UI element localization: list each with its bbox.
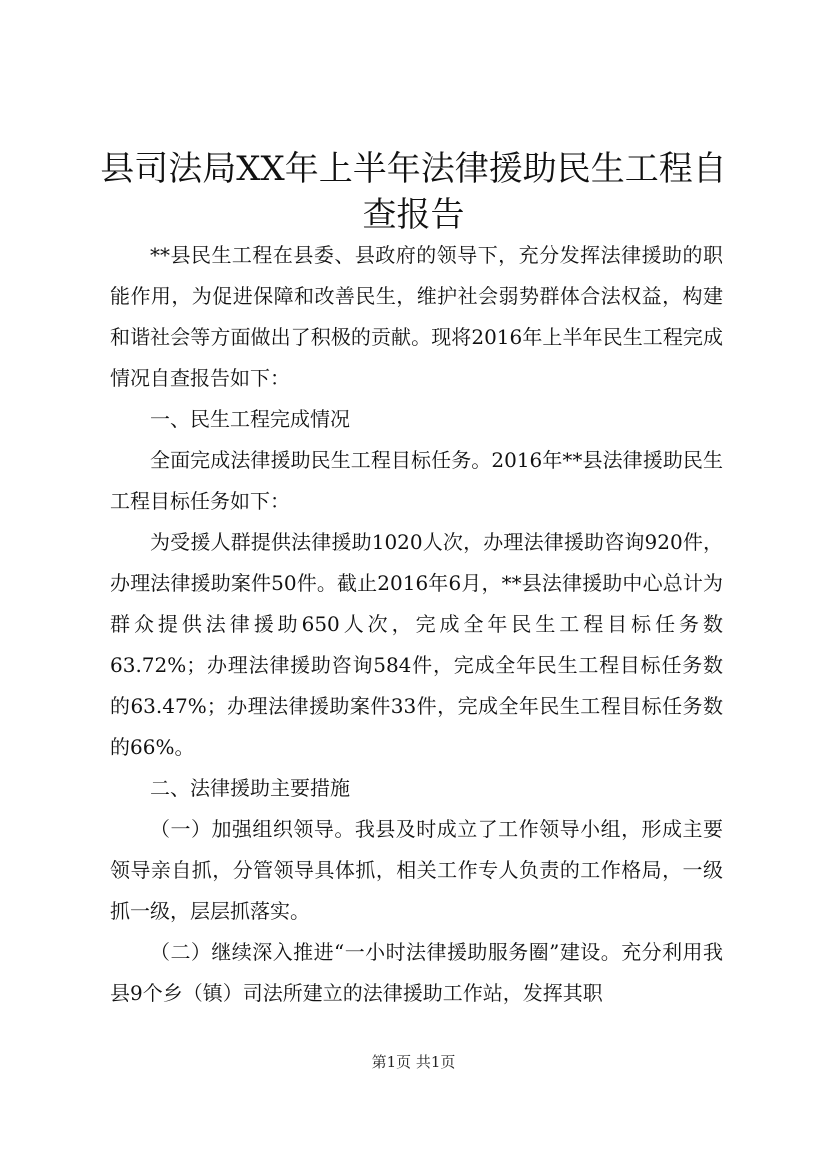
intro-paragraph: **县民生工程在县委、县政府的领导下，充分发挥法律援助的职能作用，为促进保障和改善民生，维护社会弱势群体合法权益，构建和谐社会等方面做出了积极的贡献。现将2016年上半年民生工程完成情况自查报告如下：	[110, 243, 723, 390]
statistics-paragraph: 为受援人群提供法律援助1020人次，办理法律援助咨询920件，办理法律援助案件50件。截止2016年6月，**县法律援助中心总计为群众提供法律援助650人次，完成全年民生工程目标任务数63.72%；办理法律援助咨询584件，完成全年民生工程目标任务数的63.47%；办理法律援助案件33件，完成全年民生工程目标任务数的66%。	[110, 530, 723, 759]
page-footer: 第1页 共1页	[371, 1053, 456, 1071]
targets-paragraph: 全面完成法律援助民生工程目标任务。2016年**县法律援助民生工程目标任务如下：	[110, 448, 723, 513]
document-body	[110, 235, 723, 1014]
document-title: 县司法局XX年上半年法律援助民生工程自查报告	[100, 149, 727, 235]
section-heading-measures: 二、法律援助主要措施	[150, 776, 350, 800]
section-heading-completion: 一、民生工程完成情况	[150, 407, 350, 431]
measure-1-paragraph: （一）加强组织领导。我县及时成立了工作领导小组，形成主要领导亲自抓，分管领导具体抓，相关工作专人负责的工作格局，一级抓一级，层层抓落实。	[110, 817, 723, 923]
measure-2-paragraph: （二）继续深入推进“一小时法律援助服务圈”建设。充分利用我县9个乡（镇）司法所建立的法律援助工作站，发挥其职	[110, 940, 723, 1005]
